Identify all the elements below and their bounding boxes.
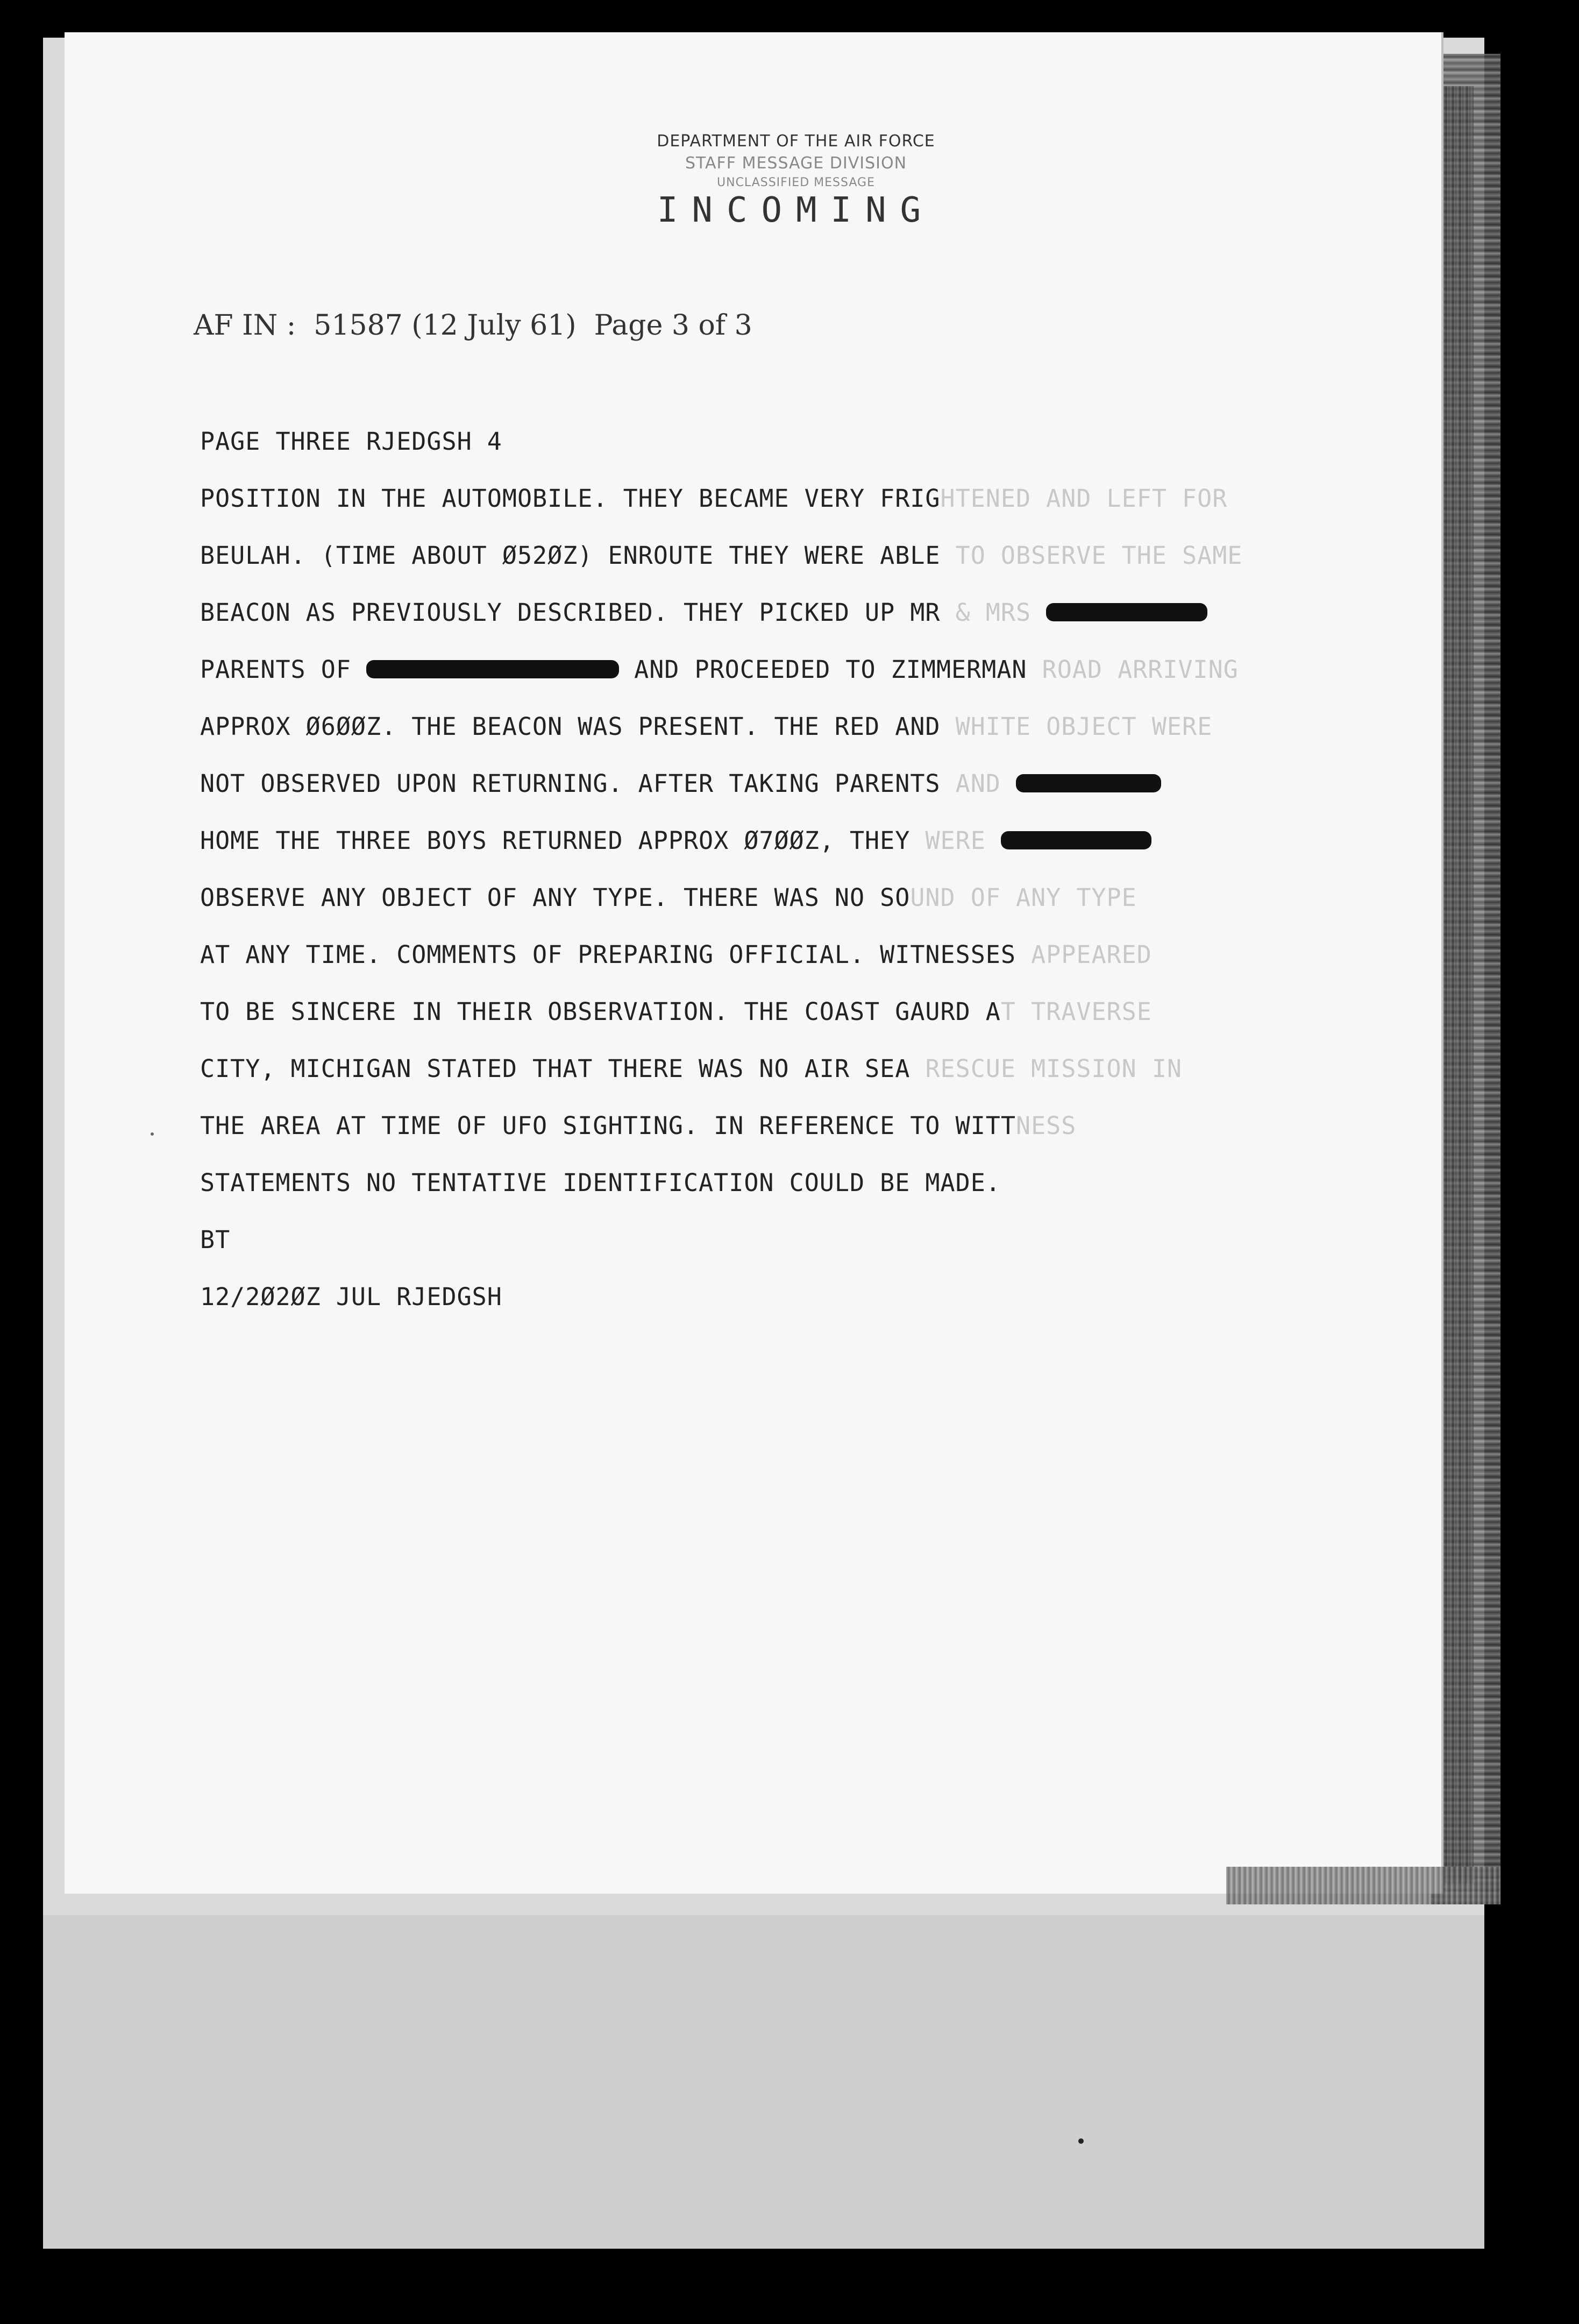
- line-text: CITY, MICHIGAN STATED THAT THERE WAS NO AIR SEA: [200, 1054, 926, 1083]
- faded-text: T TRAVERSE: [1000, 997, 1152, 1026]
- faded-text: HTENED AND LEFT FOR: [940, 484, 1228, 513]
- film-speck: [1078, 2138, 1084, 2144]
- line-text: TO BE SINCERE IN THEIR OBSERVATION. THE COAST GAURD A: [200, 997, 1001, 1026]
- film-speck: [151, 1132, 154, 1136]
- faded-text: & MRS: [955, 598, 1032, 627]
- line-text: PARENTS OF: [200, 655, 367, 684]
- line-text: AND PROCEEDED TO ZIMMERMAN: [619, 655, 1042, 684]
- message-line: [200, 1269, 1242, 1326]
- line-text: BT: [200, 1225, 231, 1254]
- af-in-reference: AF IN : 51587 (12 July 61) Page 3 of 3: [194, 309, 752, 342]
- message-body: [200, 413, 1242, 1326]
- line-text: POSITION IN THE AUTOMOBILE. THEY BECAME VERY FRIG: [200, 484, 941, 513]
- faded-text: TO OBSERVE THE SAME: [955, 541, 1243, 570]
- page-bottom-edge: [1226, 1867, 1500, 1904]
- message-line: [200, 1097, 1242, 1154]
- message-line: [200, 1154, 1242, 1211]
- redaction-bar: [366, 660, 619, 678]
- message-line: [200, 470, 1242, 527]
- line-text: PAGE THREE RJEDGSH 4: [200, 427, 502, 456]
- page-edge-texture: [1441, 86, 1474, 1883]
- line-text: AT ANY TIME. COMMENTS OF PREPARING OFFICIAL. WITNESSES: [200, 940, 1032, 969]
- faded-text: NESS: [1015, 1111, 1077, 1140]
- message-line: [200, 413, 1242, 470]
- faded-text: AND: [955, 769, 1001, 798]
- line-text: THE AREA AT TIME OF UFO SIGHTING. IN REFERENCE TO WITT: [200, 1111, 1016, 1140]
- line-text: APPROX Ø6ØØZ. THE BEACON WAS PRESENT. THE RED AND: [200, 712, 956, 741]
- incoming-title: INCOMING: [657, 190, 935, 230]
- message-line: [200, 755, 1242, 812]
- line-text: 12/2Ø2ØZ JUL RJEDGSH: [200, 1283, 502, 1311]
- message-header-stamp: [613, 132, 979, 230]
- message-line: [200, 1040, 1242, 1097]
- line-text: HOME THE THREE BOYS RETURNED APPROX Ø7ØØZ, THEY: [200, 826, 926, 855]
- faded-text: WERE: [925, 826, 986, 855]
- redaction-bar: [1001, 831, 1151, 849]
- line-text: STATEMENTS NO TENTATIVE IDENTIFICATION COULD BE MADE.: [200, 1168, 1001, 1197]
- message-line: [200, 584, 1242, 641]
- backing-card-lower: [43, 1915, 1484, 2249]
- faded-text: WHITE OBJECT WERE: [955, 712, 1213, 741]
- department-line: DEPARTMENT OF THE AIR FORCE: [657, 132, 935, 151]
- line-text: BEACON AS PREVIOUSLY DESCRIBED. THEY PICKED UP MR: [200, 598, 956, 627]
- division-line: STAFF MESSAGE DIVISION: [685, 154, 907, 173]
- redaction-bar: [1046, 603, 1207, 621]
- message-line: [200, 527, 1242, 584]
- classification-line: UNCLASSIFIED MESSAGE: [717, 176, 875, 189]
- faded-text: UND OF ANY TYPE: [910, 883, 1137, 912]
- message-line: [200, 926, 1242, 983]
- message-line: [200, 698, 1242, 755]
- message-line: [200, 1211, 1242, 1269]
- message-line: [200, 812, 1242, 869]
- message-line: [200, 641, 1242, 698]
- line-text: BEULAH. (TIME ABOUT Ø52ØZ) ENROUTE THEY WERE ABLE: [200, 541, 956, 570]
- faded-text: ROAD ARRIVING: [1042, 655, 1239, 684]
- redaction-bar: [1016, 774, 1161, 792]
- line-text: OBSERVE ANY OBJECT OF ANY TYPE. THERE WAS NO SO: [200, 883, 911, 912]
- faded-text: APPEARED: [1031, 940, 1152, 969]
- faded-text: RESCUE MISSION IN: [925, 1054, 1183, 1083]
- line-text: NOT OBSERVED UPON RETURNING. AFTER TAKING PARENTS: [200, 769, 956, 798]
- message-line: [200, 983, 1242, 1040]
- message-line: [200, 869, 1242, 926]
